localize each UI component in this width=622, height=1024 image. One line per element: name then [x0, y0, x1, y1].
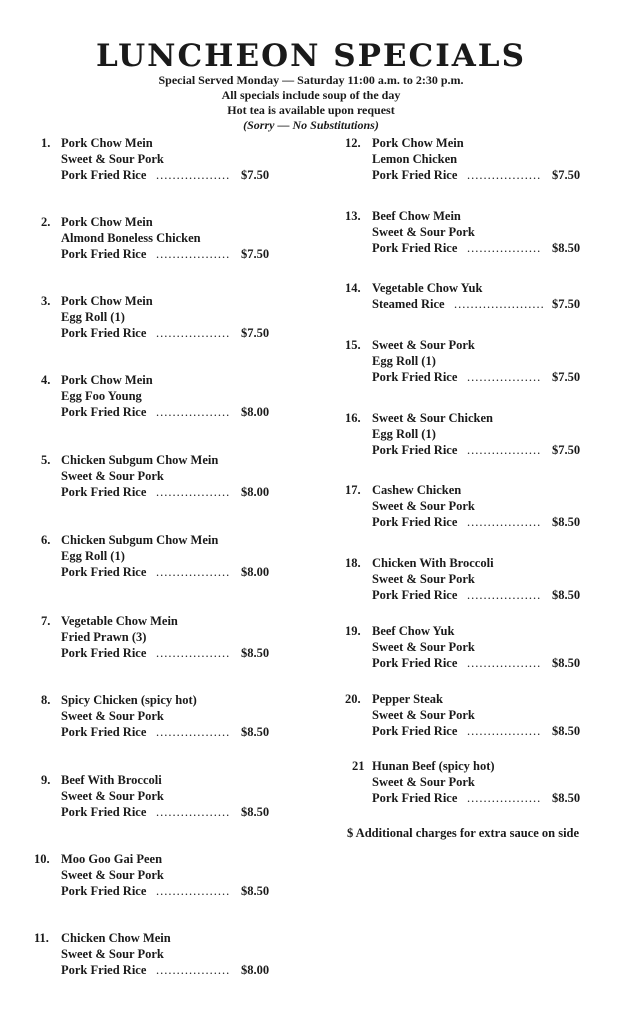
item-price: $7.50 — [552, 168, 581, 182]
item-dish: Sweet & Sour Pork — [372, 775, 475, 789]
dot-leader: .................. — [156, 168, 231, 182]
soup-note: All specials include soup of the day — [221, 88, 401, 102]
item-dish: Sweet & Sour Pork — [61, 947, 164, 961]
dot-leader: .................. — [467, 443, 542, 457]
item-dish: Beef Chow Mein — [372, 209, 461, 223]
item-dish: Chicken Subgum Chow Mein — [61, 533, 219, 547]
dot-leader: .................. — [156, 725, 231, 739]
item-dish: Pork Fried Rice — [61, 168, 147, 182]
item-dish: Pork Fried Rice — [61, 884, 147, 898]
item-number: 13. — [345, 209, 361, 223]
item-price: $8.00 — [241, 963, 270, 977]
item-dish: Pork Fried Rice — [61, 247, 147, 261]
item-dish: Egg Foo Young — [61, 389, 142, 403]
item-price: $8.00 — [241, 565, 270, 579]
item-dish: Pork Chow Mein — [372, 136, 464, 150]
item-number: 12. — [345, 136, 361, 150]
item-dish: Sweet & Sour Pork — [372, 499, 475, 513]
item-dish: Sweet & Sour Pork — [372, 640, 475, 654]
dot-leader: .................. — [156, 646, 231, 660]
item-dish: Sweet & Sour Chicken — [372, 411, 493, 425]
item-dish: Egg Roll (1) — [61, 549, 125, 563]
tea-note: Hot tea is available upon request — [227, 103, 395, 117]
item-dish: Lemon Chicken — [372, 152, 458, 166]
item-dish: Pork Fried Rice — [61, 963, 147, 977]
item-dish: Egg Roll (1) — [372, 427, 436, 441]
item-price: $8.50 — [241, 646, 270, 660]
item-price: $8.50 — [552, 515, 581, 529]
item-number: 18. — [345, 556, 361, 570]
item-dish: Beef Chow Yuk — [372, 624, 455, 638]
dot-leader: .................. — [467, 241, 542, 255]
item-price: $7.50 — [552, 370, 581, 384]
item-number: 10. — [34, 852, 50, 866]
item-number: 20. — [345, 692, 361, 706]
item-price: $8.00 — [241, 405, 270, 419]
item-number: 21 — [352, 759, 365, 773]
dot-leader: .................. — [156, 405, 231, 419]
item-number: 14. — [345, 281, 361, 295]
item-price: $8.50 — [552, 241, 581, 255]
item-number: 1. — [41, 136, 51, 150]
item-dish: Beef With Broccoli — [61, 773, 162, 787]
dot-leader: .................. — [156, 326, 231, 340]
item-dish: Sweet & Sour Pork — [61, 469, 164, 483]
item-price: $7.50 — [241, 247, 270, 261]
item-dish: Pork Fried Rice — [61, 805, 147, 819]
item-number: 6. — [41, 533, 51, 547]
item-dish: Egg Roll (1) — [372, 354, 436, 368]
item-dish: Pork Chow Mein — [61, 294, 153, 308]
item-dish: Pork Fried Rice — [372, 588, 458, 602]
item-dish: Pork Chow Mein — [61, 373, 153, 387]
item-dish: Pork Fried Rice — [61, 725, 147, 739]
item-dish: Sweet & Sour Pork — [372, 338, 475, 352]
item-dish: Pork Fried Rice — [372, 515, 458, 529]
item-dish: Spicy Chicken (spicy hot) — [61, 693, 197, 707]
dot-leader: .................. — [156, 884, 231, 898]
item-dish: Egg Roll (1) — [61, 310, 125, 324]
dot-leader: .................. — [156, 247, 231, 261]
item-dish: Pork Fried Rice — [372, 168, 458, 182]
dot-leader: .................. — [156, 963, 231, 977]
item-price: $8.50 — [241, 805, 270, 819]
item-price: $8.50 — [241, 884, 270, 898]
item-dish: Hunan Beef (spicy hot) — [372, 759, 495, 773]
item-price: $7.50 — [241, 326, 270, 340]
item-number: 3. — [41, 294, 51, 308]
dot-leader: .................. — [467, 791, 542, 805]
item-number: 4. — [41, 373, 51, 387]
dot-leader: .................. — [467, 515, 542, 529]
item-dish: Sweet & Sour Pork — [372, 572, 475, 586]
item-price: $8.50 — [241, 725, 270, 739]
item-dish: Moo Goo Gai Peen — [61, 852, 163, 866]
dot-leader: ...................... — [454, 297, 545, 311]
item-dish: Vegetable Chow Yuk — [372, 281, 483, 295]
item-number: 11. — [34, 931, 49, 945]
item-dish: Pepper Steak — [372, 692, 443, 706]
item-number: 7. — [41, 614, 51, 628]
item-price: $7.50 — [552, 297, 581, 311]
dot-leader: .................. — [467, 168, 542, 182]
item-number: 2. — [41, 215, 51, 229]
footnote: $ Additional charges for extra sauce on side — [347, 826, 580, 840]
item-number: 17. — [345, 483, 361, 497]
dot-leader: .................. — [467, 724, 542, 738]
item-number: 15. — [345, 338, 361, 352]
dot-leader: .................. — [156, 805, 231, 819]
item-number: 8. — [41, 693, 51, 707]
item-dish: Almond Boneless Chicken — [61, 231, 201, 245]
item-dish: Vegetable Chow Mein — [61, 614, 178, 628]
dot-leader: .................. — [156, 485, 231, 499]
dot-leader: .................. — [156, 565, 231, 579]
item-dish: Sweet & Sour Pork — [61, 709, 164, 723]
item-price: $8.50 — [552, 791, 581, 805]
dot-leader: .................. — [467, 588, 542, 602]
item-dish: Cashew Chicken — [372, 483, 462, 497]
item-price: $7.50 — [552, 443, 581, 457]
item-dish: Pork Fried Rice — [372, 656, 458, 670]
item-price: $8.50 — [552, 588, 581, 602]
item-dish: Sweet & Sour Pork — [61, 152, 164, 166]
item-dish: Sweet & Sour Pork — [61, 868, 164, 882]
item-dish: Pork Fried Rice — [61, 646, 147, 660]
item-dish: Chicken With Broccoli — [372, 556, 494, 570]
substitution-note: (Sorry — No Substitutions) — [243, 118, 379, 132]
item-dish: Sweet & Sour Pork — [372, 708, 475, 722]
item-dish: Pork Chow Mein — [61, 215, 153, 229]
item-number: 5. — [41, 453, 51, 467]
item-dish: Steamed Rice — [372, 297, 445, 311]
item-dish: Pork Fried Rice — [372, 724, 458, 738]
item-dish: Pork Fried Rice — [61, 485, 147, 499]
menu-title: LUNCHEON SPECIALS — [96, 38, 526, 74]
item-dish: Pork Fried Rice — [61, 326, 147, 340]
hours-line: Special Served Monday — Saturday 11:00 a.m. to 2:30 p.m. — [158, 73, 464, 87]
item-number: 19. — [345, 624, 361, 638]
item-dish: Chicken Subgum Chow Mein — [61, 453, 219, 467]
item-price: $8.50 — [552, 724, 581, 738]
dot-leader: .................. — [467, 370, 542, 384]
item-dish: Pork Fried Rice — [372, 791, 458, 805]
item-dish: Chicken Chow Mein — [61, 931, 171, 945]
item-dish: Pork Fried Rice — [61, 405, 147, 419]
dot-leader: .................. — [467, 656, 542, 670]
item-price: $8.50 — [552, 656, 581, 670]
item-dish: Pork Fried Rice — [372, 370, 458, 384]
item-price: $8.00 — [241, 485, 270, 499]
item-dish: Pork Fried Rice — [372, 241, 458, 255]
item-dish: Sweet & Sour Pork — [372, 225, 475, 239]
item-number: 16. — [345, 411, 361, 425]
item-number: 9. — [41, 773, 51, 787]
item-dish: Fried Prawn (3) — [61, 630, 147, 644]
item-dish: Pork Fried Rice — [61, 565, 147, 579]
item-dish: Pork Fried Rice — [372, 443, 458, 457]
item-dish: Pork Chow Mein — [61, 136, 153, 150]
item-price: $7.50 — [241, 168, 270, 182]
item-dish: Sweet & Sour Pork — [61, 789, 164, 803]
